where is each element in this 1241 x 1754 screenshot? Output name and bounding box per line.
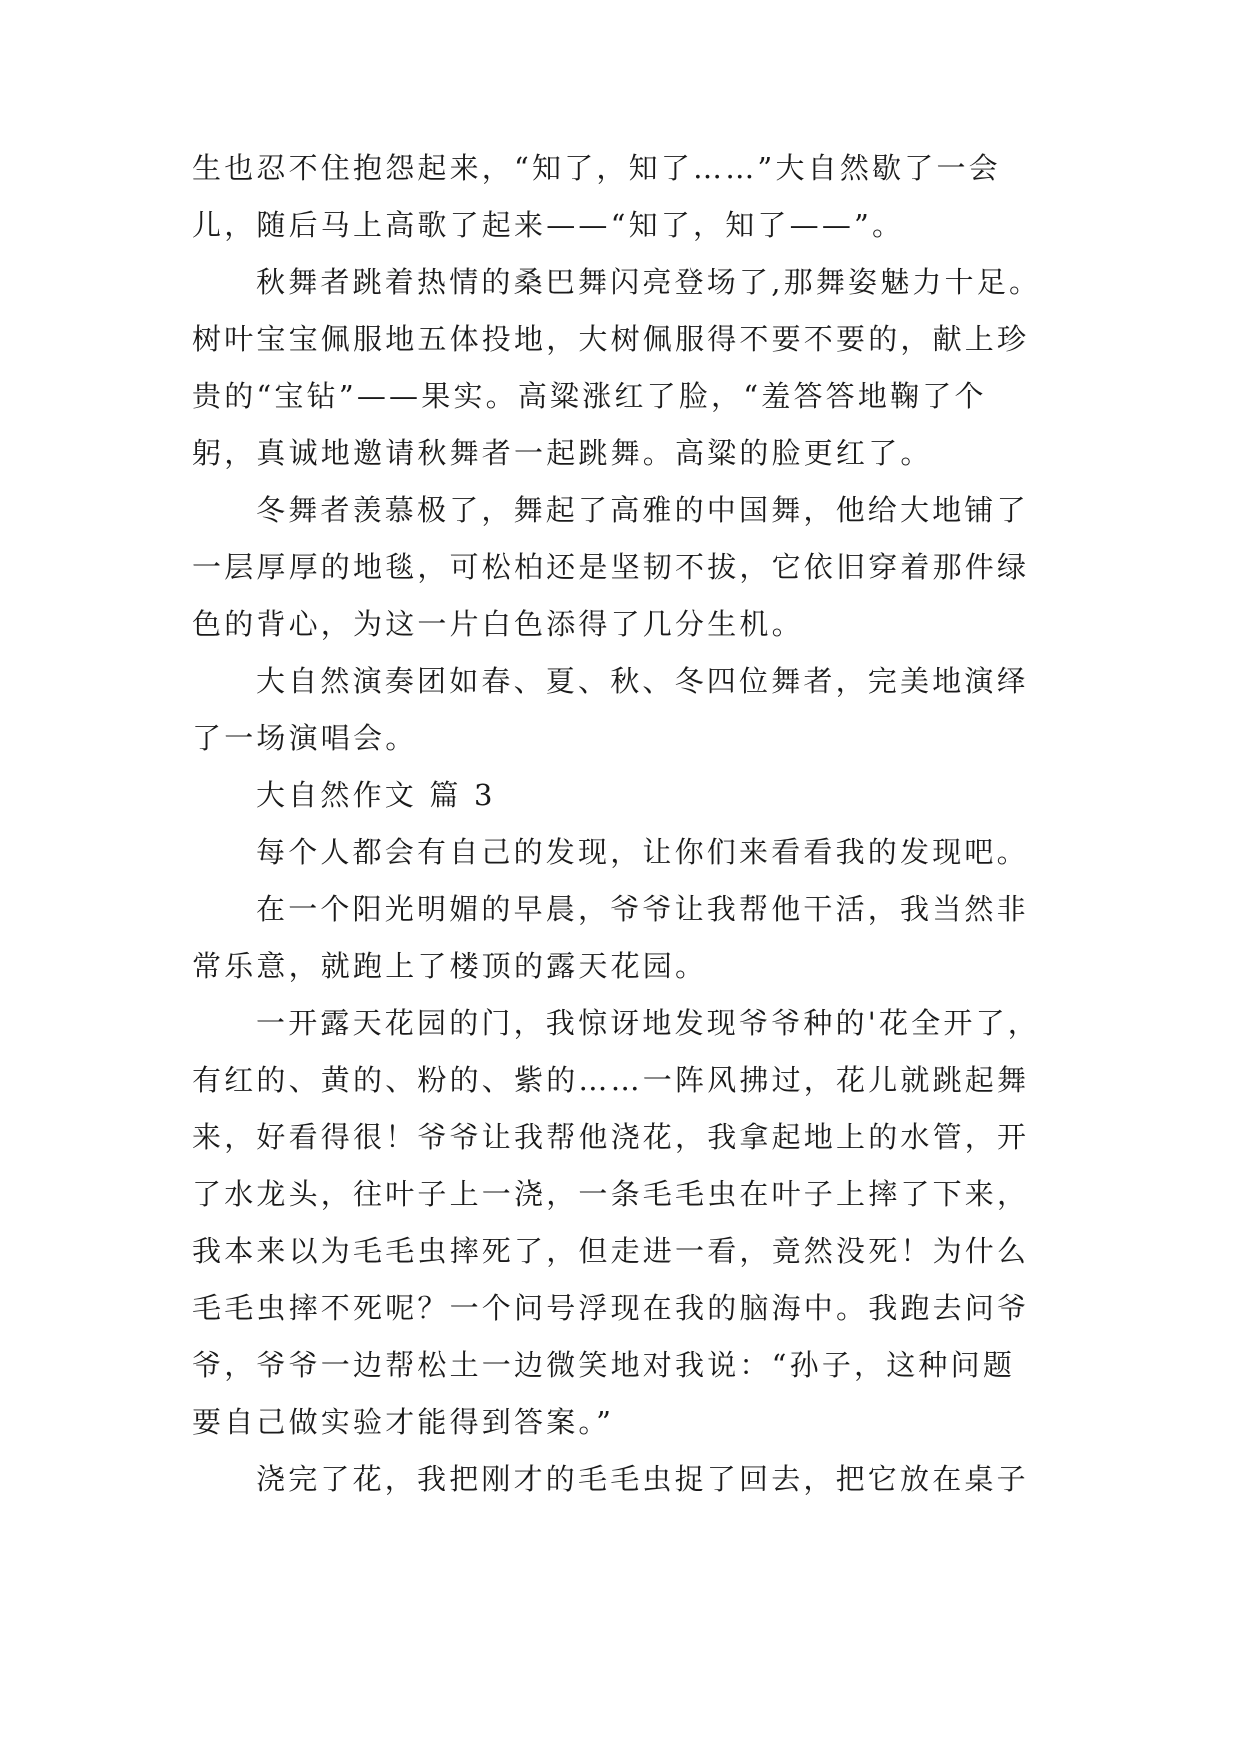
paragraph-start-line: 秋舞者跳着热情的桑巴舞闪亮登场了,那舞姿魅力十足。 xyxy=(256,265,1042,299)
text-line: 了水龙头，往叶子上一浇，一条毛毛虫在叶子上摔了下来， xyxy=(192,1177,1030,1211)
text-line: 我本来以为毛毛虫摔死了，但走进一看，竟然没死！为什么 xyxy=(192,1234,1030,1268)
text-line: 有红的、黄的、粉的、紫的……一阵风拂过，花儿就跳起舞 xyxy=(192,1063,1030,1097)
paragraph-start-line: 浇完了花，我把刚才的毛毛虫捉了回去，把它放在桌子 xyxy=(256,1462,1029,1496)
paragraph-start-line: 在一个阳光明媚的早晨，爷爷让我帮他干活，我当然非 xyxy=(256,892,1029,926)
text-line: 贵的“宝钻”——果实。高粱涨红了脸，“羞答答地鞠了个 xyxy=(192,379,987,413)
paragraph-start-line: 一开露天花园的门，我惊讶地发现爷爷种的'花全开了， xyxy=(256,1006,1040,1040)
paragraph-start-line: 大自然演奏团如春、夏、秋、冬四位舞者，完美地演绎 xyxy=(256,664,1029,698)
text-line: 来，好看得很！爷爷让我帮他浇花，我拿起地上的水管，开 xyxy=(192,1120,1030,1154)
section-heading: 大自然作文 篇 3 xyxy=(256,778,496,812)
text-line: 毛毛虫摔不死呢？一个问号浮现在我的脑海中。我跑去问爷 xyxy=(192,1291,1030,1325)
text-line: 要自己做实验才能得到答案。” xyxy=(192,1405,615,1439)
text-line: 色的背心，为这一片白色添得了几分生机。 xyxy=(192,607,804,641)
text-line: 生也忍不住抱怨起来，“知了，知了……”大自然歇了一会 xyxy=(192,151,1001,185)
text-line: 一层厚厚的地毯，可松柏还是坚韧不拔，它依旧穿着那件绿 xyxy=(192,550,1030,584)
paragraph-start-line: 每个人都会有自己的发现，让你们来看看我的发现吧。 xyxy=(256,835,1029,869)
text-line: 儿，随后马上高歌了起来——“知了，知了——”。 xyxy=(192,208,905,242)
text-line: 常乐意，就跑上了楼顶的露天花园。 xyxy=(192,949,708,983)
paragraph-start-line: 冬舞者羡慕极了，舞起了高雅的中国舞，他给大地铺了 xyxy=(256,493,1029,527)
text-line: 爷，爷爷一边帮松土一边微笑地对我说：“孙子，这种问题 xyxy=(192,1348,1016,1382)
text-line: 了一场演唱会。 xyxy=(192,721,418,755)
text-line: 躬，真诚地邀请秋舞者一起跳舞。高粱的脸更红了。 xyxy=(192,436,933,470)
text-line: 树叶宝宝佩服地五体投地，大树佩服得不要不要的，献上珍 xyxy=(192,322,1030,356)
